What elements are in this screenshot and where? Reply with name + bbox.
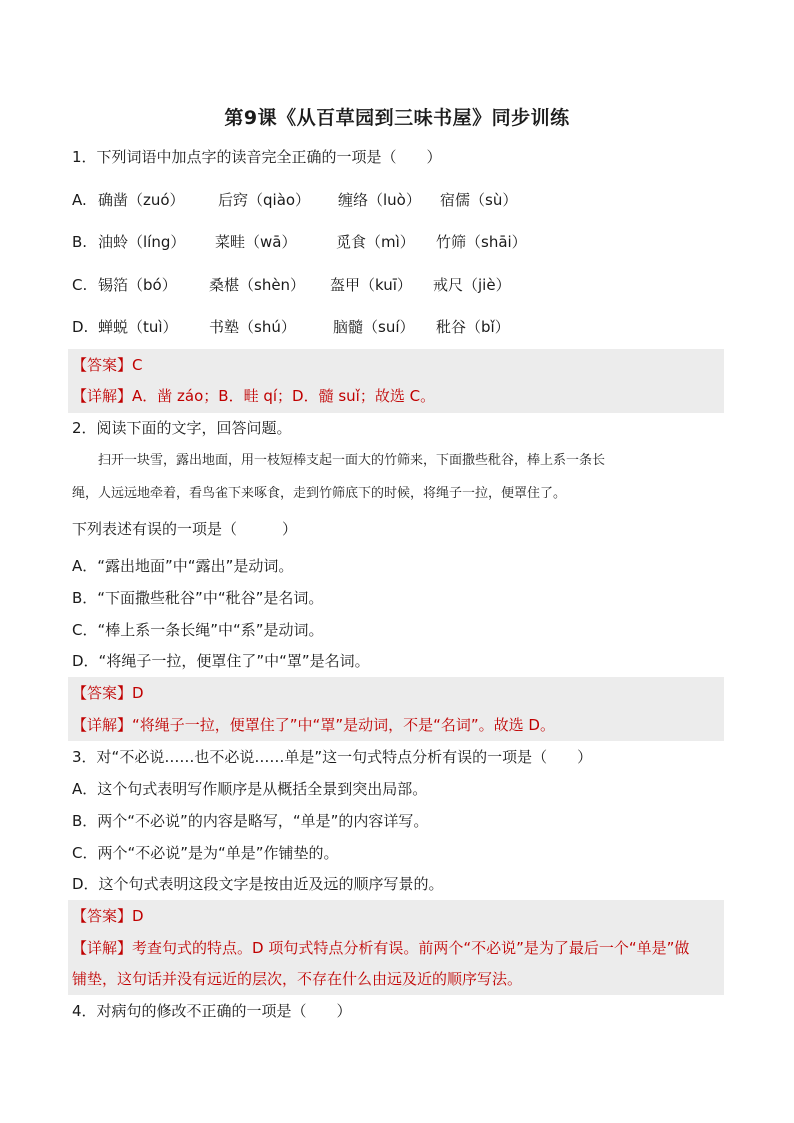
q3-answer bbox=[72, 905, 144, 927]
q3-option-c: C．两个“不必说”是为“单是”作铺垫的。 bbox=[72, 844, 339, 862]
q2-answer bbox=[72, 682, 144, 704]
q3-detail-line-2 bbox=[72, 968, 522, 990]
q2-passage-line-1: 扫开一块雪，露出地面，用一枝短棒支起一面大的竹筛来，下面撒些秕谷，棒上系一条长 bbox=[98, 453, 606, 468]
q3-option-a: A．这个句式表明写作顺序是从概括全景到突出局部。 bbox=[72, 780, 428, 798]
q3-answer-tag: 【答案】 bbox=[72, 907, 133, 925]
q1-option-b-word2: 菜畦（wā） bbox=[215, 233, 297, 251]
q2-option-d: D．“将绳子一拉，便罩住了”中“罩”是名词。 bbox=[72, 652, 370, 670]
q1-answer-value: C bbox=[132, 356, 143, 374]
q1-option-c-word1: 锡箔（bó） bbox=[98, 276, 177, 294]
q3-detail-text-line-1: 考查句式的特点。D 项句式特点分析有误。前两个“不必说”是为了最后一个“单是”做 bbox=[132, 939, 690, 957]
q1-option-d-word3: 脑髓（suí） bbox=[333, 318, 415, 336]
q1-option-a-word2: 后窍（qiào） bbox=[218, 191, 311, 209]
q2-passage-line-2: 绳，人远远地牵着，看鸟雀下来啄食，走到竹筛底下的时候，将绳子一拉，便罩住了。 bbox=[72, 486, 567, 501]
q3-option-d: D．这个句式表明这段文字是按由近及远的顺序写景的。 bbox=[72, 875, 444, 893]
q2-detail-tag: 【详解】 bbox=[72, 716, 133, 734]
q2-stem: 2．阅读下面的文字，回答问题。 bbox=[72, 419, 292, 437]
q2-passage bbox=[72, 444, 724, 510]
q2-answer-tag: 【答案】 bbox=[72, 684, 133, 702]
q3-option-b: B．两个“不必说”的内容是略写，“单是”的内容详写。 bbox=[72, 812, 429, 830]
q1-detail bbox=[72, 385, 435, 407]
q1-option-d-word1: 蝉蜕（tuì） bbox=[98, 318, 178, 336]
q3-detail-tag: 【详解】 bbox=[72, 939, 133, 957]
q1-option-a-word4: 宿儒（sù） bbox=[440, 191, 518, 209]
q1-option-b-label: B. bbox=[72, 233, 88, 251]
q2-answer-value: D bbox=[132, 684, 144, 702]
q1-option-d-label: D. bbox=[72, 318, 89, 336]
q1-option-b-word1: 油蛉（líng） bbox=[98, 233, 186, 251]
q1-option-a-word3: 缠络（luò） bbox=[338, 191, 421, 209]
q3-detail-text-line-2: 铺垫，这句话并没有远近的层次，不存在什么由远及近的顺序写法。 bbox=[72, 970, 523, 988]
q3-detail bbox=[72, 937, 689, 959]
q1-detail-text: A．凿 záo；B．畦 qí；D．髓 suǐ；故选 C。 bbox=[132, 387, 436, 405]
q2-detail bbox=[72, 714, 555, 736]
q2-option-b: B．“下面撒些秕谷”中“秕谷”是名词。 bbox=[72, 589, 324, 607]
q2-option-a: A．“露出地面”中“露出”是动词。 bbox=[72, 557, 294, 575]
q1-option-d-word2: 书塾（shú） bbox=[209, 318, 296, 336]
q2-sub-stem: 下列表述有误的一项是（ ） bbox=[72, 520, 298, 538]
q1-stem: 1．下列词语中加点字的读音完全正确的一项是（ ） bbox=[72, 148, 442, 166]
page-title: 第9课《从百草园到三味书屋》同步训练 bbox=[224, 107, 570, 129]
q1-answer bbox=[72, 354, 143, 376]
q1-option-a-label: A. bbox=[72, 191, 87, 209]
q1-option-c-word4: 戒尺（jiè） bbox=[433, 276, 511, 294]
q1-option-b-word4: 竹筛（shāi） bbox=[436, 233, 527, 251]
q1-option-c-word2: 桑椹（shèn） bbox=[209, 276, 306, 294]
q3-stem: 3．对“不必说……也不必说……单是”这一句式特点分析有误的一项是（ ） bbox=[72, 748, 593, 766]
q1-option-c-word3: 盔甲（kuī） bbox=[330, 276, 412, 294]
q1-answer-tag: 【答案】 bbox=[72, 356, 133, 374]
q3-answer-value: D bbox=[132, 907, 144, 925]
q1-detail-tag: 【详解】 bbox=[72, 387, 133, 405]
q1-option-a-word1: 确凿（zuó） bbox=[98, 191, 185, 209]
q2-option-c: C．“棒上系一条长绳”中“系”是动词。 bbox=[72, 621, 324, 639]
q1-option-d-word4: 秕谷（bǐ） bbox=[436, 318, 510, 336]
q1-option-b-word3: 觅食（mì） bbox=[336, 233, 415, 251]
q2-detail-text: “将绳子一拉，便罩住了”中“罩”是动词，不是“名词”。故选 D。 bbox=[132, 716, 555, 734]
q4-stem: 4．对病句的修改不正确的一项是（ ） bbox=[72, 1002, 352, 1020]
q1-option-c-label: C. bbox=[72, 276, 88, 294]
